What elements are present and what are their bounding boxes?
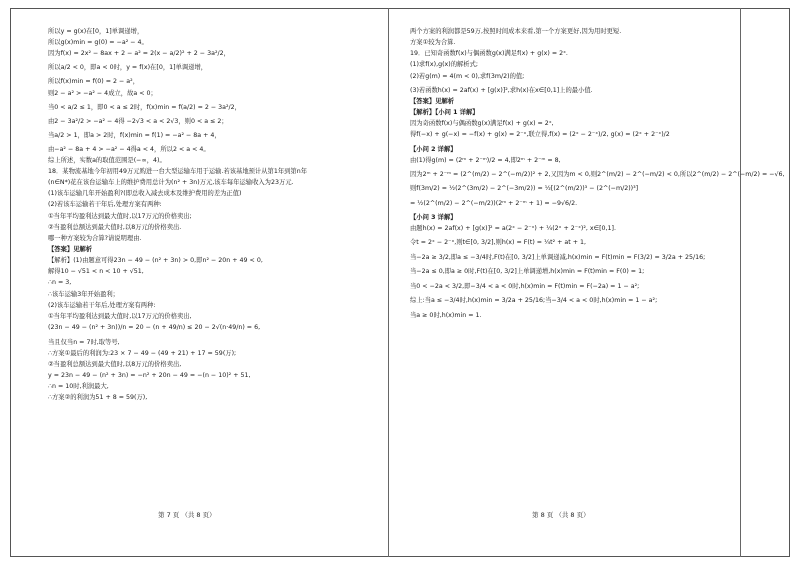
text-line: (n∈N*)花在该台运输车上的维护费用总计为(n² + 3n)万元,该车每年运输收入为23万元.	[48, 179, 294, 187]
text-line: = ½(2^(m/2) − 2^(−m/2))(2ᵐ + 2⁻ᵐ + 1) = −9√6/2.	[410, 199, 578, 207]
text-line: (2)若该车运输若干年后,处理方案有两种:	[48, 201, 162, 209]
text-line: y = 23n − 49 − (n² + 3n) = −n² + 20n − 49 = −(n − 10)² + 51,	[48, 371, 251, 379]
text-line: ②当盈利总额达到最大值时,以8万元的价格卖出.	[48, 223, 182, 231]
text-line: 综上:当a ≤ −3/4时,h(x)min = 3/2a + 25/16;当−3/4 < a < 0时,h(x)min = 1 − a²;	[410, 297, 658, 305]
text-line: 当a/2 > 1，即a > 2时，f(x)min = f(1) = −a² − 8a + 4，	[48, 131, 221, 139]
text-line: 【解析】(1)由题意可得23n − 49 − (n² + 3n) > 0,即n² − 20n + 49 < 0,	[48, 257, 263, 265]
subquestion-2-label: 【小问 2 详解】	[410, 145, 457, 153]
text-line: 解得10 − √51 < n < 10 + √51,	[48, 268, 144, 276]
text-line: 当−2a ≥ 3/2,即a ≤ −3/4时,F(t)在[0, 3/2]上单调递减,h(x)min = F(t)min = F(3/2) = 3/2a + 25/16;	[410, 253, 706, 261]
text-line: 当a ≥ 0时,h(x)min = 1.	[410, 311, 482, 319]
question-18: 18．某物流基地今年初用49万元购进一台大型运输车用于运输.若该基地预计从第1年到第n年	[48, 167, 308, 175]
subquestion-3-label: 【小问 3 详解】	[410, 214, 457, 222]
text-line: 令t = 2ˣ − 2⁻ˣ,则t∈[0, 3/2],则h(x) = F(t) = ¼t² + at + 1,	[410, 239, 587, 247]
text-line: 两个方案的利润都是59万,按照时间成本来看,第一个方案更好,因为用时更短.	[410, 28, 622, 35]
text-line: 所以a/2 < 0，即a < 0时，y = f(x)在[0，1]单调递增，	[48, 64, 208, 72]
text-line: 则2 − a² > −a² − 4成立，故a < 0；	[48, 89, 157, 97]
binding-margin-line	[740, 8, 741, 557]
text-line: 由(1)得g(m) = (2ᵐ + 2⁻ᵐ)/2 = 4,即2ᵐ + 2⁻ᵐ = 8,	[410, 156, 561, 164]
text-line: 当0 < a/2 ≤ 1，即0 < a ≤ 2时，f(x)min = f(a/2) = 2 − 3a²/2，	[48, 103, 241, 111]
text-line: 所以f(x)min = f(0) = 2 − a²，	[48, 78, 139, 86]
question-19: 19．已知奇函数f(x)与偶函数g(x)满足f(x) + g(x) = 2ˣ.	[410, 50, 568, 58]
text-line: ②当盈利总额达到最大值时,以8万元的价格卖出,	[48, 360, 182, 368]
text-line: 因为2ᵐ + 2⁻ᵐ = (2^(m/2) − 2^(−m/2))² + 2,又因为m < 0,则2^(m/2) − 2^(−m/2) < 0,所以2^(m/2) − 2^(−m/2) = −√6,	[410, 170, 785, 178]
text-line: 因为奇函数f(x)与偶函数g(x)满足f(x) + g(x) = 2ˣ,	[410, 120, 554, 128]
text-line: 综上所述，实数a的取值范围是(−∞，4)。	[48, 156, 166, 164]
analysis-label: 【解析】【小问 1 详解】	[410, 108, 479, 116]
text-line: 因为f(x) = 2x² − 8ax + 2 − a² = 2(x − a/2)² + 2 − 3a²/2，	[48, 50, 230, 58]
text-line: 当且仅当n = 7时,取等号,	[48, 338, 120, 346]
text-line: 所以y = g(x)在[0，1]单调递增，	[48, 28, 144, 35]
text-line: (2)若g(m) = 4(m < 0),求f(3m/2)的值;	[410, 72, 525, 80]
text-line: 由−a² − 8a + 4 > −a² − 4得a < 4，所以2 < a < 4。	[48, 145, 210, 153]
page-8-column	[410, 28, 785, 323]
text-line: ①当年平均盈利达到最大值时,以17万元的价格卖出;	[48, 212, 192, 220]
answer-label: 【答案】见解析	[410, 97, 455, 105]
text-line: 方案①较为合算.	[410, 39, 456, 47]
text-line: 所以g(x)min = g(0) = −a² − 4。	[48, 39, 148, 47]
text-line: ∴方案①最后的利润为:23 × 7 − 49 − (49 + 21) + 17 = 59(万);	[48, 349, 237, 357]
page-divider	[388, 8, 389, 557]
page-7-column	[48, 28, 378, 405]
text-line: 则f(3m/2) = ½(2^(3m/2) − 2^(−3m/2)) = ½[(2^(m/2))³ − (2^(−m/2))³]	[410, 184, 639, 192]
text-line: 哪一种方案较为合算?请说明理由.	[48, 234, 142, 242]
text-line: (1)该车运输几年开始盈利?(即总收入减去成本及维护费用的差为正值)	[48, 190, 242, 198]
text-line: ①当年平均盈利达到最大值时,以17万元的价格卖出,	[48, 312, 192, 320]
page-8-footer: 第 8 页 （共 8 页）	[532, 511, 590, 519]
text-line: (23n − 49 − (n² + 3n))/n = 20 − (n + 49/n) ≤ 20 − 2√(n·49/n) = 6,	[48, 323, 261, 331]
text-line: ∴n = 10时,利润最大,	[48, 383, 109, 391]
text-line: ∴该车运输3年开始盈利；	[48, 290, 119, 298]
text-line: (1)求f(x),g(x)的解析式;	[410, 61, 479, 69]
text-line: ∴n = 3,	[48, 279, 72, 287]
text-line: (3)若函数h(x) = 2af(x) + [g(x)]²,求h(x)在x∈[0,1]上的最小值.	[410, 86, 593, 94]
text-line: 当0 < −2a < 3/2,即−3/4 < a < 0时,h(x)min = F(t)min = F(−2a) = 1 − a²;	[410, 282, 640, 290]
text-line: (2)该车运输若干年后,处理方案有两种:	[48, 301, 156, 309]
text-line: 由2 − 3a²/2 > −a² − 4得 −2√3 < a < 2√3，则0 < a ≤ 2；	[48, 117, 228, 125]
page-7-footer: 第 7 页 （共 8 页）	[158, 511, 216, 519]
text-line: 由题h(x) = 2af(x) + [g(x)]² = a(2ˣ − 2⁻ˣ) + ¼(2ˣ + 2⁻ˣ)², x∈[0,1].	[410, 225, 617, 233]
text-line: 当−2a ≤ 0,即a ≥ 0时,F(t)在[0, 3/2]上单调递增,h(x)min = F(t)min = F(0) = 1;	[410, 268, 645, 276]
text-line: 得f(−x) + g(−x) = −f(x) + g(x) = 2⁻ˣ,联立得,f(x) = (2ˣ − 2⁻ˣ)/2, g(x) = (2ˣ + 2⁻ˣ)/2	[410, 131, 670, 139]
text-line: ∴方案②的利润为51 + 8 = 59(万),	[48, 394, 148, 402]
answer-label: 【答案】见解析	[48, 245, 93, 253]
